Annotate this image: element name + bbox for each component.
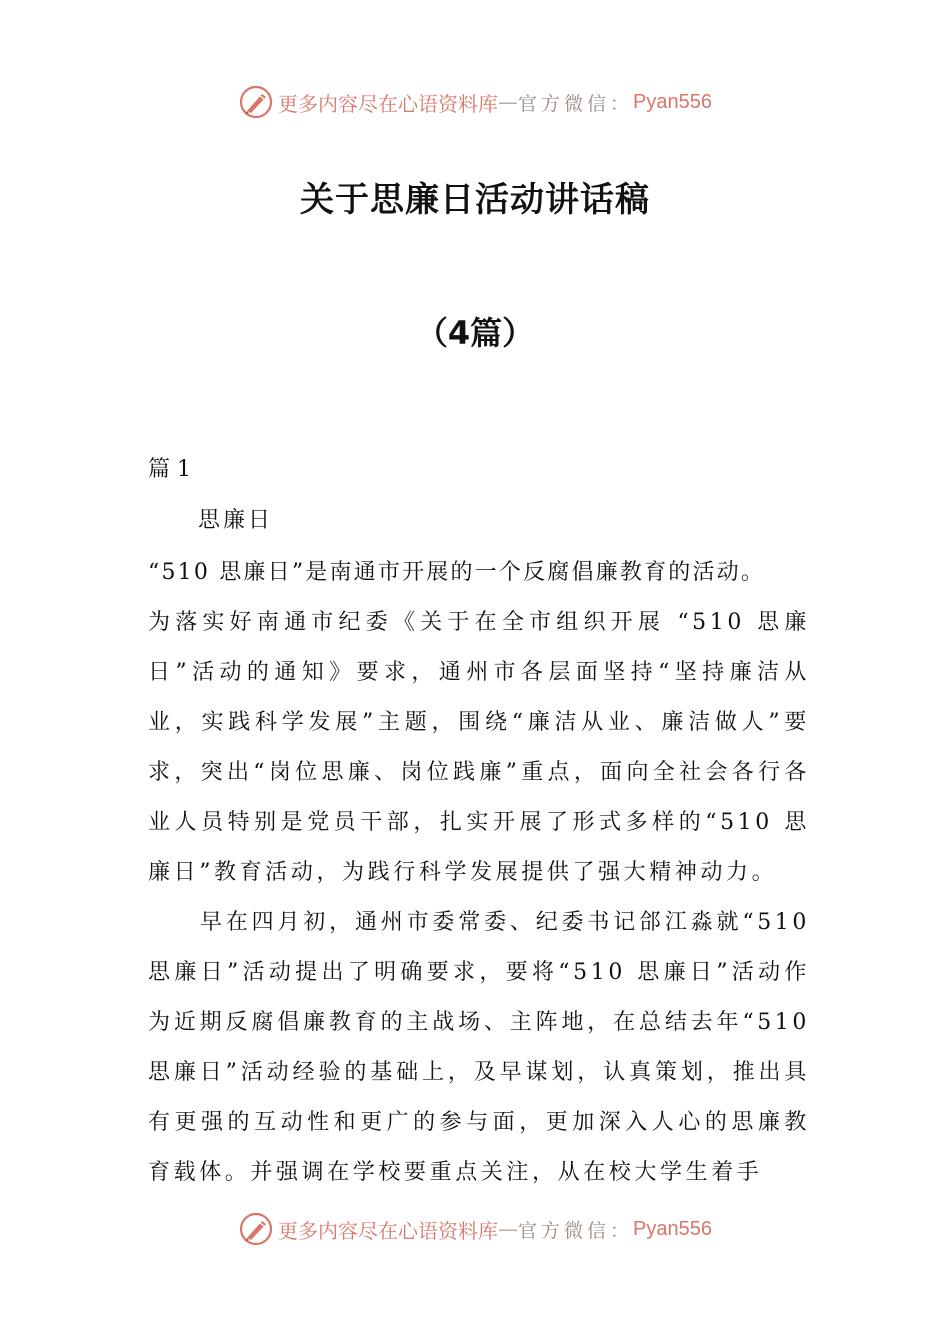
pen-logo-icon <box>238 84 274 120</box>
section-label: 篇 1 <box>148 457 191 482</box>
paragraph: 为落实好南通市纪委《关于在全市组织开展 “510 思廉日”活动的通知》要求，通州市各层面坚持“坚持廉洁从业，实践科学发展”主题，围绕“廉洁从业、廉洁做人”要求，突出“岗位思廉、岗位践廉”重点，面向全社会各行各业人员特别是党员干部，扎实开展了形式多样的“510 思廉日”教育活动，为践行科学发展提供了强大精神动力。 <box>148 610 810 885</box>
footer-watermark <box>0 1209 950 1249</box>
watermark-wechat-label: 官方微信： <box>518 1219 634 1242</box>
document-subtitle: （4篇） <box>415 314 535 352</box>
section-heading: 思廉日 <box>198 508 274 533</box>
watermark-text: 更多内容尽在心语资料库 <box>278 1218 498 1243</box>
watermark-dash: — <box>498 90 518 114</box>
watermark-wechat-id: Pyan556 <box>633 90 712 113</box>
document-title: 关于思廉日活动讲话稿 <box>300 180 650 220</box>
header-watermark <box>0 82 950 122</box>
paragraph: 早在四月初，通州市委常委、纪委书记郃江淼就“510 思廉日”活动提出了明确要求，要将“510 思廉日”活动作为近期反腐倡廉教育的主战场、主阵地，在总结去年“510 思廉日”活动经验的基础上，及早谋划，认真策划，推出具有更强的互动性和更广的参与面，更加深入人心的思廉教育载体。并强调在学校要重点关注，从在校大学生着手 <box>148 910 810 1185</box>
watermark-text: 更多内容尽在心语资料库 <box>278 91 498 116</box>
pen-logo-icon <box>238 1211 274 1247</box>
watermark-wechat-label: 官方微信： <box>518 92 634 115</box>
watermark-dash: — <box>498 1217 518 1241</box>
watermark-wechat-id: Pyan556 <box>633 1217 712 1240</box>
body-text <box>148 548 810 1198</box>
paragraph: “510 思廉日”是南通市开展的一个反腐倡廉教育的活动。 <box>148 560 766 585</box>
